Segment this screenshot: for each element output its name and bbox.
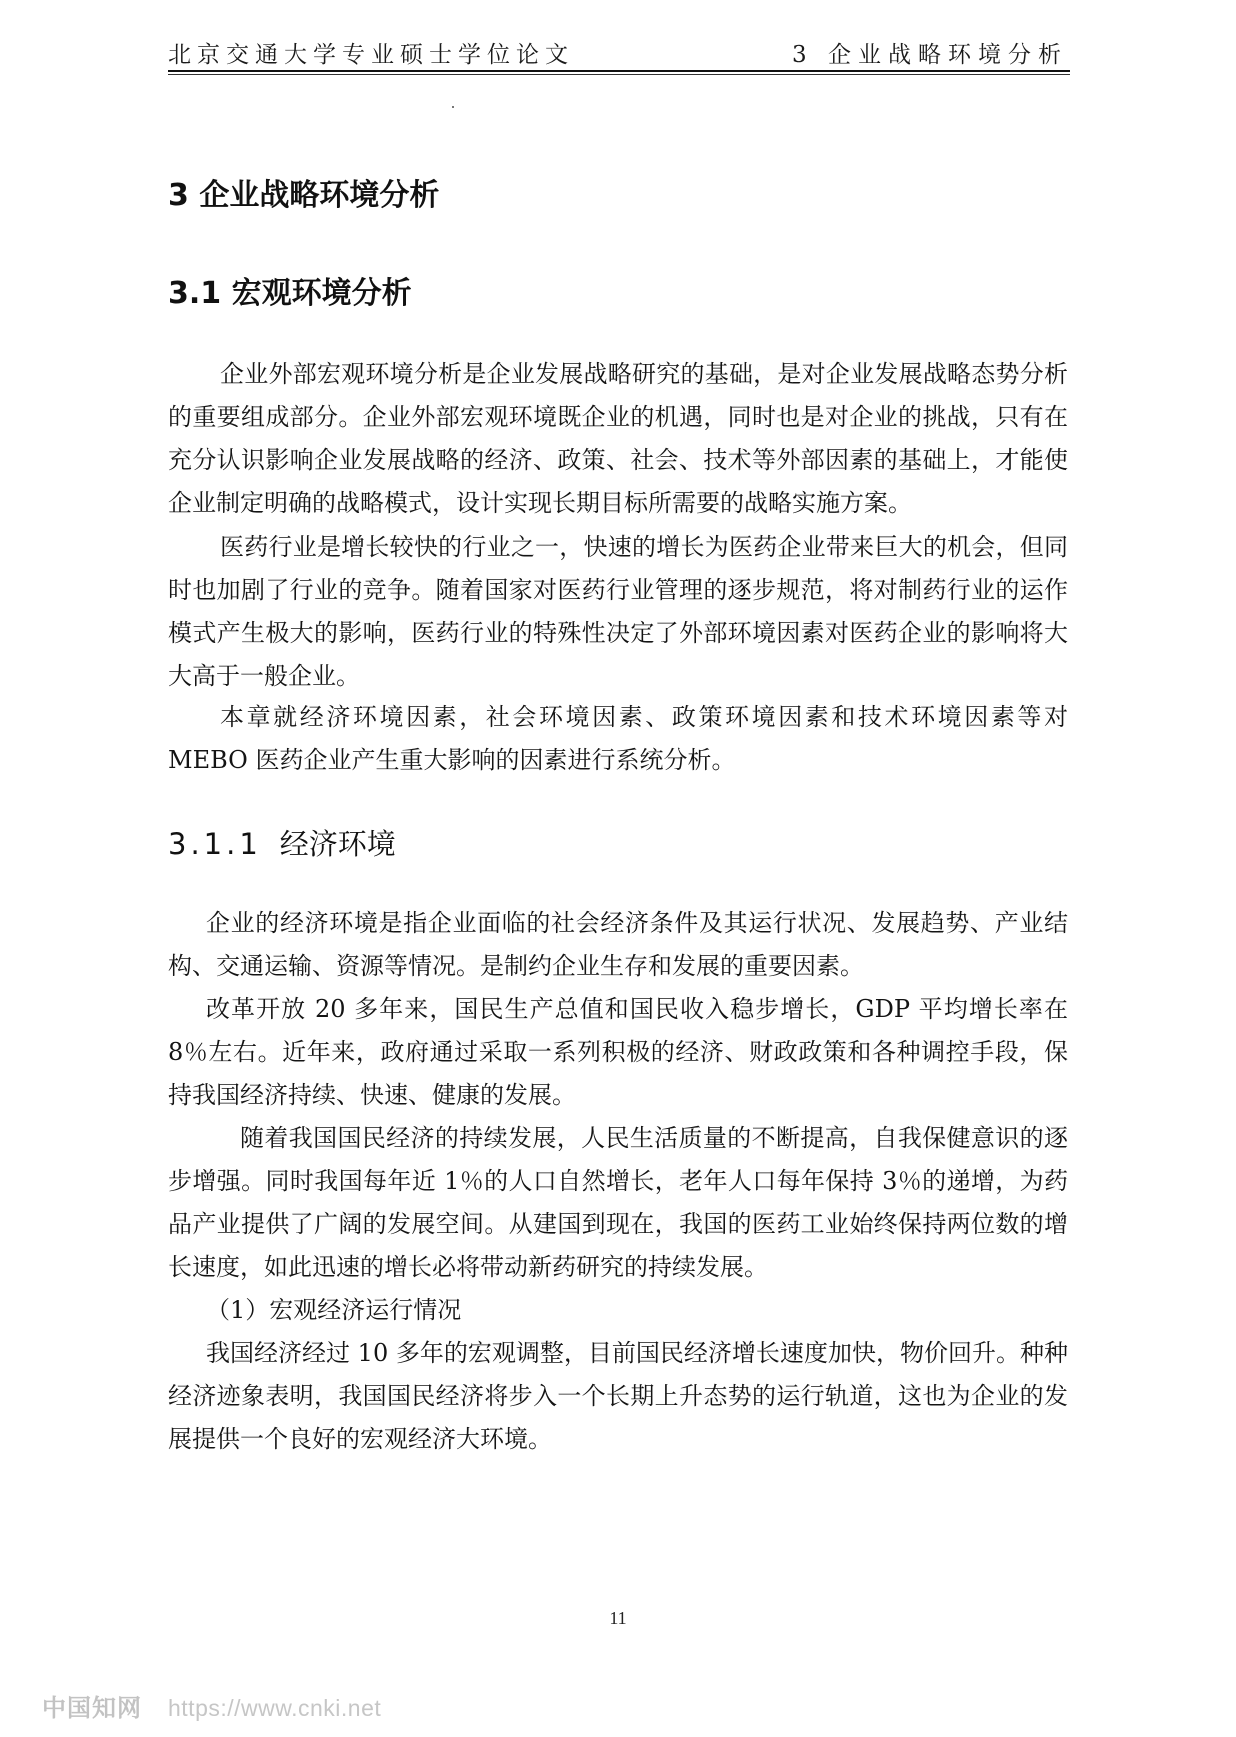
section-title: 3.1 宏观环境分析: [168, 276, 412, 311]
chapter-title: 3 企业战略环境分析: [168, 178, 440, 213]
body-paragraph: 企业的经济环境是指企业面临的社会经济条件及其运行状况、发展趋势、产业结构、交通运输、资源等情况。是制约企业生存和发展的重要因素。: [168, 909, 1068, 980]
list-heading: （1）宏观经济运行情况: [206, 1296, 462, 1324]
body-paragraph: 本章就经济环境因素，社会环境因素、政策环境因素和技术环境因素等对 MEBO 医药企业产生重大影响的因素进行系统分析。: [168, 703, 1068, 774]
header-thesis-title: 北京交通大学专业硕士学位论文: [168, 42, 574, 68]
header-rule: [168, 70, 1070, 72]
cnki-url: https://www.cnki.net: [168, 1695, 382, 1721]
subsection-number: 3.1.1: [168, 827, 262, 861]
header-rule-thin: [168, 74, 1070, 75]
page-number: 11: [609, 1608, 627, 1628]
subsection-title: [168, 822, 396, 863]
subsection-label: 经济环境: [279, 827, 396, 861]
body-paragraph: 医药行业是增长较快的行业之一，快速的增长为医药企业带来巨大的机会，但同时也加剧了行业的竞争。随着国家对医药行业管理的逐步规范，将对制药行业的运作模式产生极大的影响，医药行业的特殊性决定了外部环境因素对医药企业的影响将大大高于一般企业。: [168, 533, 1068, 690]
scan-speck: [452, 106, 454, 108]
body-paragraph: 随着我国国民经济的持续发展，人民生活质量的不断提高，自我保健意识的逐步增强。同时我国每年近 1％的人口自然增长，老年人口每年保持 3％的递增，为药品产业提供了广阔的发展空间。从建国到现在，我国的医药工业始终保持两位数的增长速度，如此迅速的增长必将带动新药研究的持续发展。: [168, 1124, 1068, 1281]
body-paragraph: 我国经济经过 10 多年的宏观调整，目前国民经济增长速度加快，物价回升。种种经济迹象表明，我国国民经济将步入一个长期上升态势的运行轨道，这也为企业的发展提供一个良好的宏观经济大环境。: [168, 1339, 1068, 1453]
cnki-watermark: [42, 1688, 382, 1722]
body-paragraph: 改革开放 20 多年来，国民生产总值和国民收入稳步增长，GDP 平均增长率在 8％左右。近年来，政府通过采取一系列积极的经济、财政政策和各种调控手段，保持我国经济持续、快速、健康的发展。: [168, 995, 1068, 1109]
body-paragraph: 企业外部宏观环境分析是企业发展战略研究的基础，是对企业发展战略态势分析的重要组成部分。企业外部宏观环境既企业的机遇，同时也是对企业的挑战，只有在充分认识影响企业发展战略的经济、政策、社会、技术等外部因素的基础上，才能使企业制定明确的战略模式，设计实现长期目标所需要的战略实施方案。: [168, 360, 1068, 517]
header-chapter-title: 3 企业战略环境分析: [792, 42, 1068, 68]
cnki-logo: 中国知网: [42, 1694, 142, 1722]
running-header: [168, 36, 1068, 72]
